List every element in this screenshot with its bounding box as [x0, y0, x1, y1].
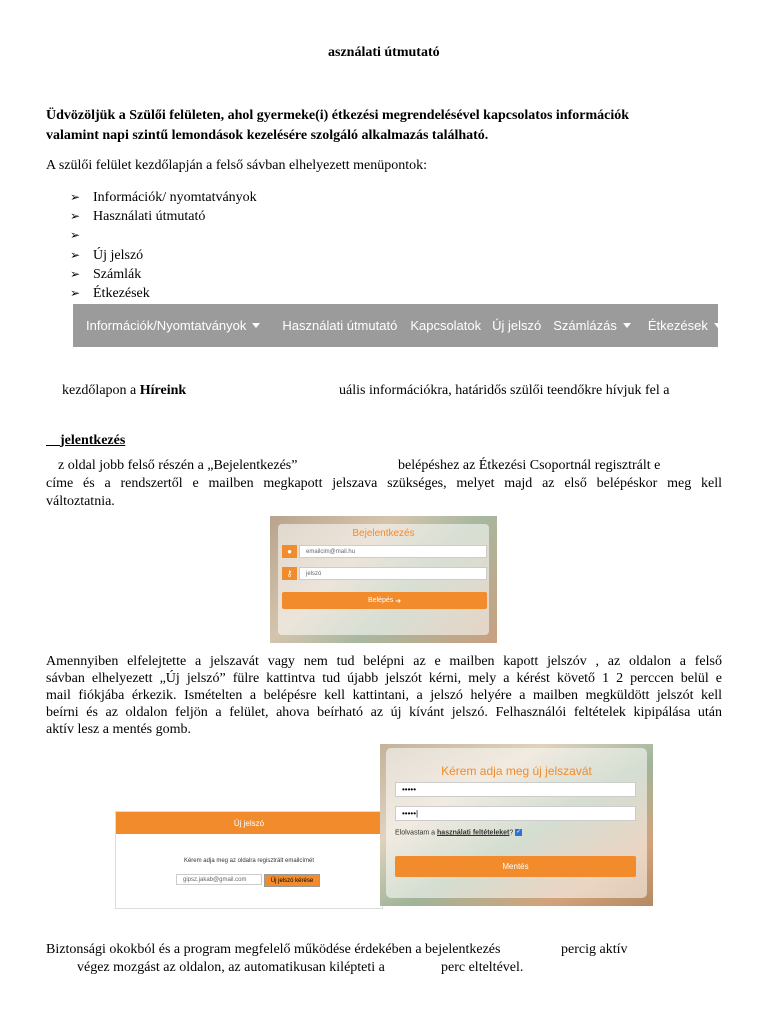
new-password-prompt: Kérem adja meg az oldalra regisztrált emailcímét: [183, 858, 315, 864]
list-item: ➢ Számlák: [70, 267, 142, 282]
intro-line-2: valamint napi szintű lemondások kezelésére szolgáló alkalmazás található.: [46, 128, 489, 143]
security-line2-right: perc elteltével.: [441, 960, 524, 975]
security-line1-right: percig aktív: [561, 942, 628, 957]
login-para-line3: változtatnia.: [46, 494, 115, 509]
caret-down-icon: [623, 323, 631, 328]
email-field[interactable]: emailcim@mail.hu: [299, 545, 487, 558]
save-button[interactable]: Mentés: [395, 856, 636, 877]
new-password-field[interactable]: •••••: [395, 782, 636, 797]
user-icon: ●: [282, 545, 297, 558]
password-field[interactable]: jelszó: [299, 567, 487, 580]
menu-intro: A szülői felület kezdőlapján a felső sávban elhelyezett menüpontok:: [46, 158, 427, 173]
terms-checkbox[interactable]: ✓: [516, 829, 522, 835]
caret-down-icon: [714, 323, 722, 328]
news-text-right: uális információkra, határidős szülői teendőkre hívjuk fel a: [339, 383, 670, 398]
section-heading-login: jelentkezés: [60, 433, 126, 448]
forgot-para-line2: sávban elhelyezett „Új jelszó” fülre kattintva tud újabb jelszót kérni, mely a kérést követő 1 2 perccen belül e: [46, 671, 722, 686]
list-item: ➢ Étkezések: [70, 286, 150, 301]
sign-in-icon: ➜: [395, 597, 402, 605]
page-title: asználati útmutató: [328, 45, 440, 60]
list-item: [70, 227, 93, 244]
list-item: ➢ Információk/ nyomtatványok: [70, 190, 257, 205]
arrow-bullet-icon: ➢: [70, 267, 81, 281]
nav-item-kapcsolatok[interactable]: Kapcsolatok: [410, 318, 482, 333]
set-password-title: Kérem adja meg új jelszavát: [441, 764, 592, 778]
intro-line-1: Üdvözöljük a Szülői felületen, ahol gyermeke(i) étkezési megrendelésével kapcsolatos információk: [46, 108, 629, 123]
nav-item-informaciok[interactable]: Információk/Nyomtatványok: [86, 318, 260, 333]
login-para-line1: z oldal jobb felső részén a „Bejelentkezés”: [58, 458, 298, 473]
security-line1: Biztonsági okokból és a program megfelelő működése érdekében a bejelentkezés: [46, 942, 501, 957]
forgot-para-line3: mail fiókjába érkezik. Ismételten a belépésre kell kattintani, a jelszó helyére a mailben megküldött jelszót kell: [46, 688, 722, 703]
list-item: ➢ Használati útmutató: [70, 209, 206, 224]
terms-link[interactable]: használati feltételeket: [437, 829, 510, 837]
login-screenshot: [270, 516, 497, 643]
key-icon: ⚷: [282, 567, 297, 580]
caret-down-icon: [252, 323, 260, 328]
news-text: kezdőlapon a Híreink: [62, 383, 187, 398]
security-line2: végez mozgást az oldalon, az automatikusan kilépteti a: [77, 960, 385, 975]
nav-item-uj-jelszo[interactable]: Új jelszó: [492, 318, 542, 333]
arrow-bullet-icon: ➢: [70, 209, 81, 223]
forgot-para-line1: Amennyiben elfelejtette a jelszavát vagy nem tud belépni az e mailben kapott jelszóv , az oldalon a felső: [46, 654, 722, 669]
login-title: Bejelentkezés: [352, 528, 415, 539]
request-password-button[interactable]: Új jelszó kérése: [264, 874, 320, 887]
arrow-bullet-icon: ➢: [70, 248, 81, 262]
login-button[interactable]: Belépés ➜: [282, 592, 487, 609]
arrow-bullet-icon: ➢: [70, 190, 81, 204]
forgot-para-line5: aktív lesz a mentés gomb.: [46, 722, 192, 737]
new-password-header: Új jelszó: [116, 812, 382, 834]
set-password-screenshot: [380, 744, 653, 906]
terms-row: Elolvastam a használati feltételeket? ✓: [395, 829, 522, 837]
confirm-password-field[interactable]: •••••|: [395, 806, 636, 821]
nav-item-szamlazas[interactable]: Számlázás: [553, 318, 631, 333]
login-para-line2: címe és a rendszertől e mailben megkapott jelszava szükséges, melyet majd az első belépéskor meg kell: [46, 476, 722, 491]
list-item: ➢ Új jelszó: [70, 248, 144, 263]
arrow-bullet-icon: ➢: [70, 228, 81, 242]
navbar: [73, 304, 718, 347]
login-para-line1-right: belépéshez az Étkezési Csoportnál regisztrált e: [398, 458, 661, 473]
forgot-para-line4: beírni és az oldalon feljön a felület, ahova beírható az új kívánt jelszó. Felhasználói feltételek kipipálása után: [46, 705, 722, 720]
email-field[interactable]: gipsz.jakab@gmail.com: [176, 874, 262, 885]
nav-item-etkezesek[interactable]: Étkezések: [648, 318, 722, 333]
nav-item-hasznalati[interactable]: Használati útmutató: [282, 318, 398, 333]
arrow-bullet-icon: ➢: [70, 286, 81, 300]
new-password-screenshot: [115, 811, 383, 909]
